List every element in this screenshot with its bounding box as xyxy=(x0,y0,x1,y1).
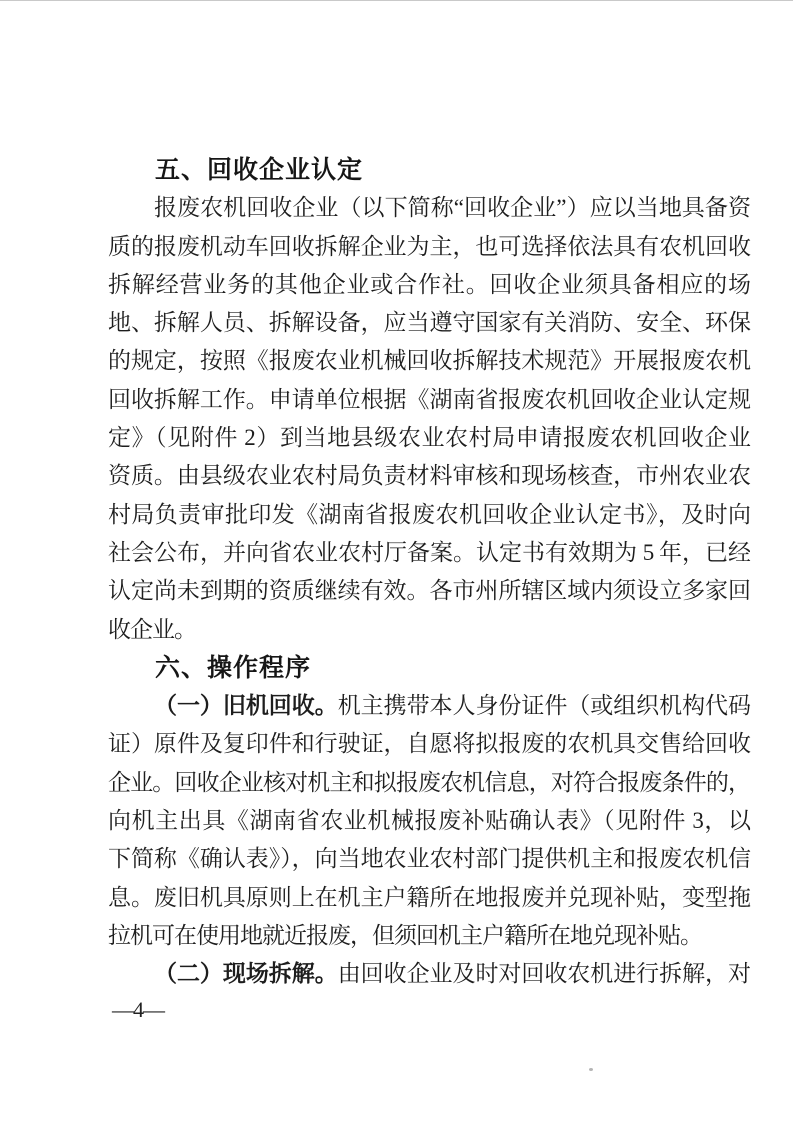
text-line: 村局负责审批印发《湖南省报废农机回收企业认定书》，及时向 xyxy=(108,501,750,527)
text-line: 收企业。 xyxy=(108,616,196,642)
text-line: 拉机可在使用地就近报废，但须回机主户籍所在地兑现补贴。 xyxy=(108,922,702,948)
text-line: 证）原件及复印件和行驶证，自愿将拟报废的农机具交售给回收 xyxy=(108,731,750,757)
text-line: 报废农机回收企业（以下简称“回收企业”）应以当地具备资 xyxy=(154,195,750,221)
section-heading-recycling-enterprise: 五、回收企业认定 xyxy=(155,156,364,184)
text-line: 资质。由县级农业农村局负责材料审核和现场核查，市州农业农 xyxy=(108,463,750,489)
paragraph-lead-old-machine-recycling: （一）旧机回收。 xyxy=(154,693,338,719)
text-run: 由回收企业及时对回收农机进行拆解，对 xyxy=(337,961,751,987)
text-line: 息。废旧机具原则上在机主户籍所在地报废并兑现补贴，变型拖 xyxy=(108,884,750,910)
document-content xyxy=(108,151,750,994)
paragraph-lead-onsite-dismantling: （二）现场拆解。 xyxy=(154,961,338,987)
text-run: 机主携带本人身份证件（或组织机构代码 xyxy=(337,693,751,719)
text-line: 认定尚未到期的资质继续有效。各市州所辖区域内须设立多家回 xyxy=(108,578,750,604)
text-line: 回收拆解工作。申请单位根据《湖南省报废农机回收企业认定规 xyxy=(108,386,750,412)
scan-edge-artifact xyxy=(0,0,793,1)
text-line: 的规定，按照《报废农业机械回收拆解技术规范》开展报废农机 xyxy=(108,348,750,374)
text-line: 下简称《确认表》），向当地农业农村部门提供机主和报废农机信 xyxy=(108,846,750,872)
text-line: 定》（见附件 2）到当地县级农业农村局申请报废农机回收企业 xyxy=(108,425,750,451)
text-line: 企业。回收企业核对机主和拟报废农机信息，对符合报废条件的， xyxy=(108,769,750,795)
text-line: 向机主出具《湖南省农业机械报废补贴确认表》（见附件 3，以 xyxy=(108,808,750,834)
text-line xyxy=(108,955,750,993)
text-line: 拆解经营业务的其他企业或合作社。回收企业须具备相应的场 xyxy=(108,271,750,297)
section-heading-operating-procedure: 六、操作程序 xyxy=(155,653,312,682)
scan-speck-artifact xyxy=(589,1068,593,1071)
page-number: —4— xyxy=(112,997,164,1022)
text-line: 地、拆解人员、拆解设备，应当遵守国家有关消防、安全、环保 xyxy=(108,310,750,336)
text-line: 社会公布，并向省农业农村厅备案。认定书有效期为 5 年，已经 xyxy=(108,539,750,565)
text-line: 质的报废机动车回收拆解企业为主，也可选择依法具有农机回收 xyxy=(108,233,750,259)
text-line xyxy=(108,687,750,725)
